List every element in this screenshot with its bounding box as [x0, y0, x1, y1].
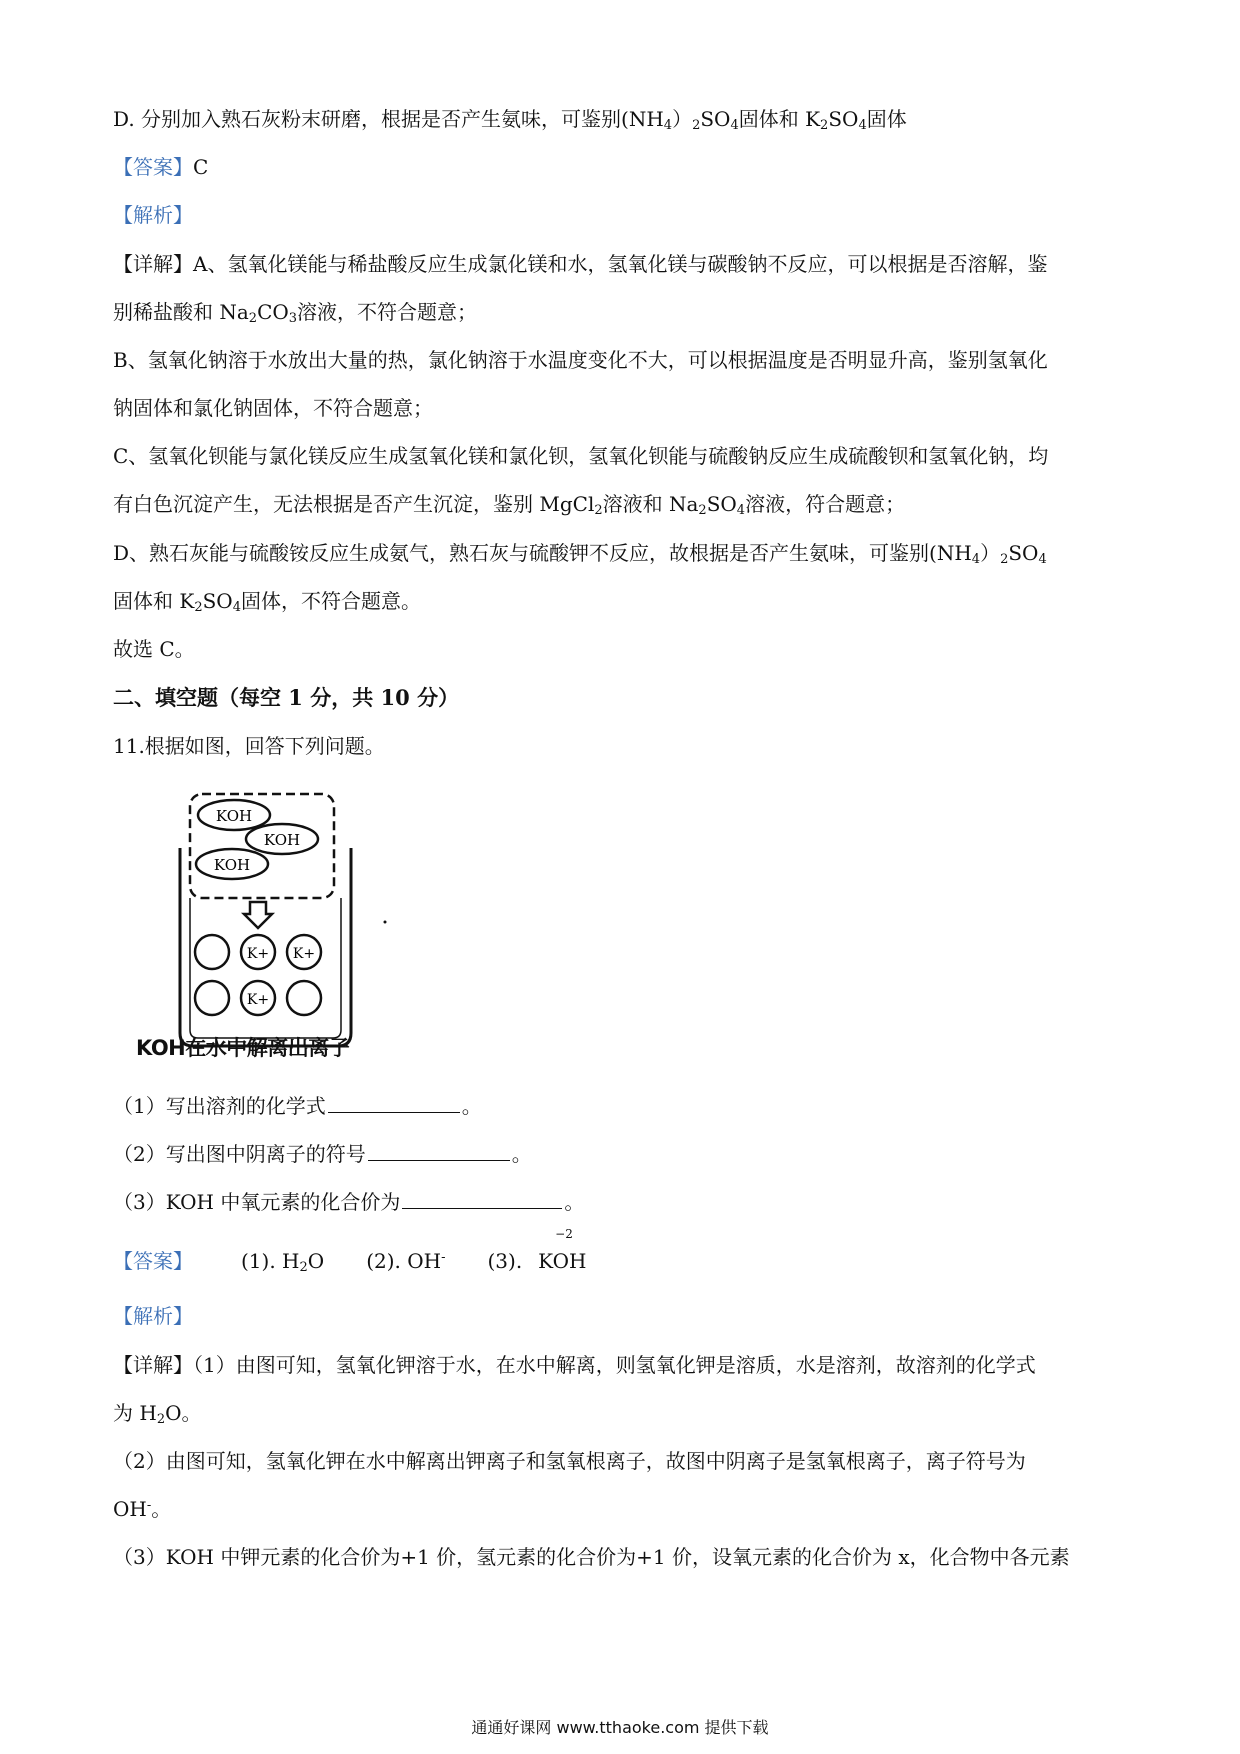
answer-blank-2[interactable] — [368, 1138, 510, 1161]
koh-label-1: KOH — [215, 807, 253, 825]
koh-dissolution-figure — [170, 778, 400, 1058]
figure-caption: KOH在水中解离出离子 — [136, 1036, 350, 1060]
sub-question-1: （1）写出溶剂的化学式 。 — [113, 1090, 1143, 1121]
answer-blank-1[interactable] — [328, 1090, 460, 1113]
detail-label: 【详解】 — [113, 1353, 193, 1377]
detail-d-line-1: D、熟石灰能与硫酸铵反应生成氨气，熟石灰与硫酸钾不反应，故根据是否产生氨味，可鉴别$(NH_4)_2SO_4$ — [113, 541, 1047, 567]
anion-circle-2 — [195, 981, 229, 1015]
koh-label-2: KOH — [263, 831, 301, 849]
detail-b-line-1: B、氢氧化钠溶于水放出大量的热，氯化钠溶于水温度变化不大，可以根据温度是否明显升高，鉴别氢氧化 — [113, 348, 1048, 372]
cation-label-3: K+ — [246, 992, 270, 1008]
answer-label: 【答案】 — [113, 155, 193, 179]
valence-mark: −2 — [555, 1227, 573, 1241]
detail2-line-1: 【详解】（1）由图可知，氢氧化钾溶于水，在水中解离，则氢氧化钾是溶质，水是溶剂，故溶剂的化学式 — [113, 1353, 1036, 1377]
stray-dot — [384, 921, 387, 924]
answer-value: C — [193, 155, 209, 179]
detail-d-line-2: 固体和 $K_2SO_4$固体，不符合题意。 — [113, 589, 421, 615]
detail2-line-4: OH-。 — [113, 1497, 172, 1521]
sub-question-2: （2）写出图中阴离子的符号 。 — [113, 1138, 1143, 1169]
answer-blank-3[interactable] — [402, 1186, 562, 1209]
anion-circle-3 — [287, 981, 321, 1015]
cation-label-1: K+ — [246, 946, 270, 962]
conclusion-line: 故选 C。 — [113, 637, 195, 661]
detail2-line-5: （3）KOH 中钾元素的化合价为+1 价，氢元素的化合价为+1 价，设氧元素的化合价为 x，化合物中各元素 — [113, 1545, 1070, 1569]
detail-label: 【详解】 — [113, 252, 193, 276]
option-d-line: D. 分别加入熟石灰粉末研磨，根据是否产生氨味，可鉴别$(NH_4)_2SO_4$固体和 $K_2SO_4$固体 — [113, 107, 907, 133]
analysis-2-line — [113, 1301, 1143, 1331]
analysis-label: 【解析】 — [113, 1304, 193, 1328]
cation-label-2: K+ — [292, 946, 316, 962]
page-footer: 通通好课网 www.tthaoke.com 提供下载 — [471, 1718, 769, 1737]
analysis-1-line — [113, 200, 1143, 230]
sub-question-3: （3）KOH 中氧元素的化合价为 。 — [113, 1186, 1143, 1217]
detail2-line-3: （2）由图可知，氢氧化钾在水中解离出钾离子和氢氧根离子，故图中阴离子是氢氧根离子，离子符号为 — [113, 1449, 1026, 1473]
question-11-stem: 11.根据如图，回答下列问题。 — [113, 734, 385, 758]
answer-1-line — [113, 152, 1143, 182]
anion-circle-1 — [195, 935, 229, 969]
detail-a-line-1: 【详解】A、氢氧化镁能与稀盐酸反应生成氯化镁和水，氢氧化镁与碳酸钠不反应，可以根据是否溶解，鉴 — [113, 252, 1048, 276]
analysis-label: 【解析】 — [113, 203, 193, 227]
answer-label: 【答案】 — [113, 1249, 193, 1273]
beaker-diagram — [170, 778, 400, 1058]
detail-c-line-1: C、氢氧化钡能与氯化镁反应生成氢氧化镁和氯化钡，氢氧化钡能与硫酸钠反应生成硫酸钡和氢氧化钠，均 — [113, 444, 1049, 468]
detail-a-line-2: 别稀盐酸和 $Na_2CO_3$溶液，不符合题意； — [113, 300, 478, 326]
dissolve-arrow-icon — [244, 902, 272, 928]
answer-2-line: 【答案】 (1). $H_2O$ (2). OH- (3). −2 KOH — [113, 1227, 587, 1275]
option-d-text: D. 分别加入熟石灰粉末研磨，根据是否产生氨味，可鉴别(NH — [113, 107, 664, 131]
detail2-line-2: 为 $H_2O$。 — [113, 1401, 202, 1427]
detail-c-line-2: 有白色沉淀产生，无法根据是否产生沉淀，鉴别 MgCl$_2$溶液和 $Na_2SO_4$溶液，符合题意； — [113, 492, 906, 518]
valence-formula: −2 KOH — [538, 1227, 587, 1273]
koh-label-3: KOH — [213, 856, 251, 874]
detail-b-line-2: 钠固体和氯化钠固体，不符合题意； — [113, 396, 433, 420]
section-2-heading: 二、填空题（每空 1 分，共 10 分） — [113, 685, 460, 710]
